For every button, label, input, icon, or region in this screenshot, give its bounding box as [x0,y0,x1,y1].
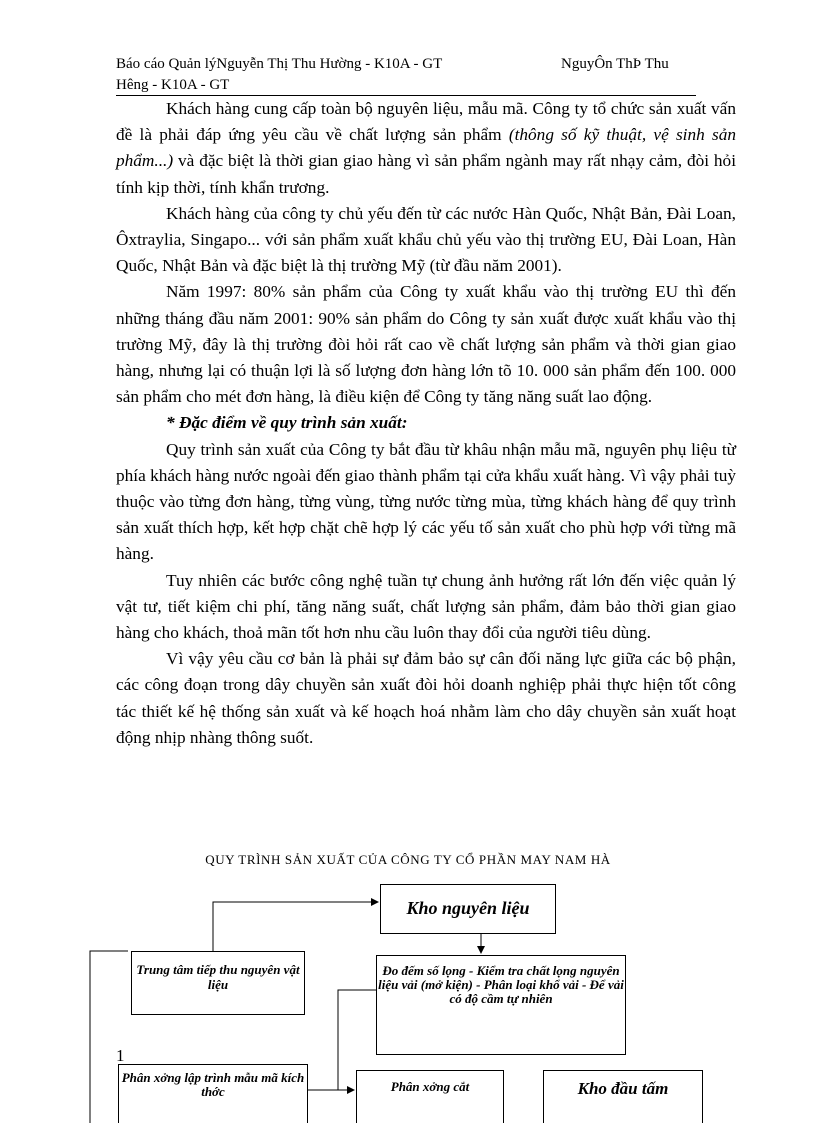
box-do-dem-kiem-tra: Đo đếm số lọng - Kiểm tra chất lọng nguyên liệu vải (mở kiện) - Phân loại khổ vải - Để vải có độ cầm tự nhiên [376,955,626,1055]
connector-trungtam-to-kho [213,902,378,951]
box-phan-xuong-cat: Phân xởng cắt [356,1070,504,1123]
box-trung-tam-tiep-thu: Trung tâm tiếp thu nguyên vật liệu [131,951,305,1015]
p1-text-italic: (thông số kỹ thuật, vệ sinh sản phẩm...) [116,125,736,171]
paragraph-5: Tuy nhiên các bước công nghệ tuần tự chung ảnh hưởng rất lớn đến việc quản lý vật tư, tiết kiệm chi phí, tăng năng suất, chất lượng sản phẩm, đảm bảo thời gian giao hàng cho khách, thoả mãn tốt hơn nhu cầu luôn thay đổi của người tiêu dùng. [116,570,736,643]
box-kho-nguyen-lieu: Kho nguyên liệu [380,884,556,934]
paragraph-3: Năm 1997: 80% sản phẩm của Công ty xuất khẩu vào thị trường EU thì đến những tháng đầu năm 2001: 90% sản phẩm do Công ty sản xuất được xuất khẩu vào thị trường Mỹ, đây là thị trường đòi hỏi rất cao về chất lượng sản phẩm và thời gian giao hàng, nhưng lại có thuận lợi là số lượng đơn hàng lớn tõ 10. 000 sản phẩm đến 100. 000 sản phẩm cho mét đơn hàng, là điều kiện để Công ty tăng năng suất lao động. [116,282,736,407]
page-number: 1 [116,1046,125,1065]
p1-text-a: Khách hàng cung cấp toàn bộ nguyên liệu, mẫu mã. Công ty tổ chức sản xuất vấn đề là phải đáp ứng yêu cầu về chất lượng sản phẩm [116,99,736,145]
paragraph-6: Vì vậy yêu cầu cơ bản là phải sự đảm bảo sự cân đối năng lực giữa các bộ phận, các công đoạn trong dây chuyền sản xuất đòi hỏi doanh nghiệp phải thực hiện tốt công tác thiết kế hệ thống sản xuất và kế hoạch hoá nhằm làm cho dây chuyền sản xuất hoạt động nhịp nhàng thông suốt. [116,649,736,747]
paragraph-4: Quy trình sản xuất của Công ty bắt đầu từ khâu nhận mẫu mã, nguyên phụ liệu từ phía khách hàng nước ngoài đến giao thành phẩm tại cửa khẩu xuất hàng. Vì vậy phải tuỳ thuộc vào từng đơn hàng, từng vùng, từng nước từng mùa, từng khách hàng để quy trình sản xuất thích hợp, kết hợp chặt chẽ hợp lý các yếu tố sản xuất cho phù hợp với từng mã hàng. [116,439,736,564]
paragraph-2: Khách hàng của công ty chủ yếu đến từ các nước Hàn Quốc, Nhật Bản, Đài Loan, Ôxtraylia, Singapo... với sản phẩm xuất khẩu chủ yếu vào thị trường EU, Đài Loan, Hàn Quốc, Nhật Bản và đặc biệt là thị trường Mỹ (từ đầu năm 2001). [116,203,736,276]
header-line2: Hêng - K10A - GT [116,77,230,93]
box-kho-dau-tam: Kho đầu tấm [543,1070,703,1123]
section-heading: * Đặc điểm về quy trình sản xuất: [166,413,408,433]
flowchart-title: QUY TRÌNH SẢN XUẤT CỦA CÔNG TY CỔ PHẦN MAY NAM HÀ [205,852,611,867]
box-phan-xuong-lap-trinh: Phân xởng lập trình mẫu mã kích thớc [118,1064,308,1123]
p1-text-b: và đặc biệt là thời gian giao hàng vì sản phẩm ngành may rất nhạy cảm, đòi hỏi tính kịp thời, tính khẩn trương. [116,151,736,197]
header-left: Báo cáo Quản lýNguyễn Thị Thu Hường - K10A - GT [116,56,443,72]
header-right: NguyÔn ThÞ Thu [561,56,669,72]
